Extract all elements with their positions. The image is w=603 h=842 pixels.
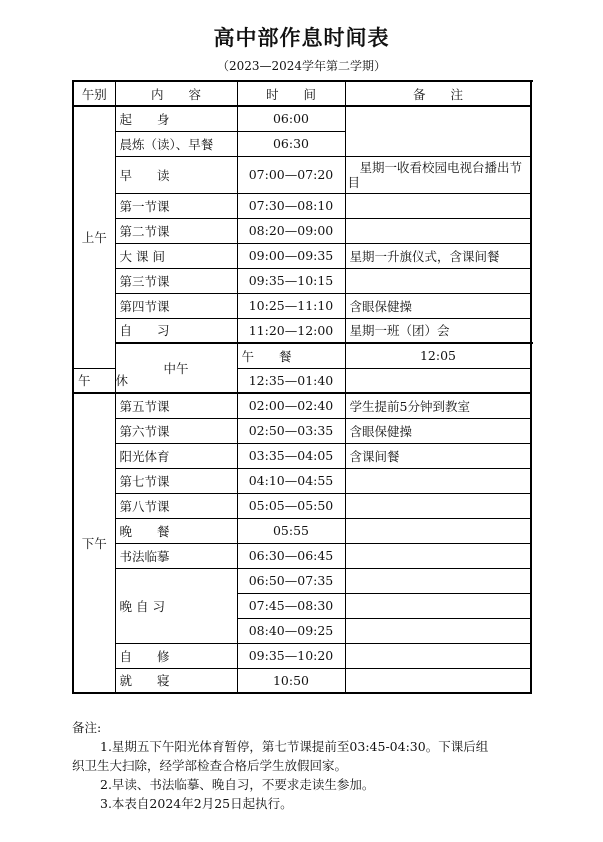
row-time: 12:05 xyxy=(345,343,531,368)
row-note xyxy=(345,643,531,668)
row-time: 08:40—09:25 xyxy=(237,618,345,643)
row-note xyxy=(345,468,531,493)
row-note: 含课间餐 xyxy=(345,443,531,468)
row-content: 自 修 xyxy=(115,643,237,668)
row-time: 07:30—08:10 xyxy=(237,193,345,218)
row-note xyxy=(345,518,531,543)
row-note xyxy=(345,193,531,218)
row-content: 大 课 间 xyxy=(115,243,237,268)
table-row xyxy=(73,443,531,468)
row-note xyxy=(345,568,531,593)
table-row xyxy=(73,568,531,593)
row-note: 含眼保健操 xyxy=(345,418,531,443)
page-title: 高中部作息时间表 xyxy=(213,25,390,50)
row-note xyxy=(345,268,531,293)
table-header-row xyxy=(73,81,531,106)
row-time: 09:35—10:15 xyxy=(237,268,345,293)
row-time: 12:35—01:40 xyxy=(237,368,345,393)
row-time: 07:00—07:20 xyxy=(237,156,345,193)
row-content: 书法临摹 xyxy=(115,543,237,568)
table-row xyxy=(73,318,531,343)
table-row xyxy=(73,293,531,318)
notes-section xyxy=(72,718,532,813)
page-subtitle: （2023—2024学年第二学期） xyxy=(216,59,387,73)
row-note: 星期一收看校园电视台播出节目 xyxy=(345,156,531,193)
row-content: 第五节课 xyxy=(115,393,237,418)
note-item-2: 2.早读、书法临摹、晚自习，不要求走读生参加。 xyxy=(100,777,375,792)
period-noon: 中午 xyxy=(115,343,237,393)
row-note xyxy=(345,593,531,618)
row-note: 学生提前5分钟到教室 xyxy=(345,393,531,418)
notes-heading: 备注: xyxy=(72,720,102,735)
table-row xyxy=(73,543,531,568)
row-content: 第二节课 xyxy=(115,218,237,243)
table-row xyxy=(73,243,531,268)
table-row xyxy=(73,493,531,518)
row-note: 星期一班（团）会 xyxy=(345,318,531,343)
row-content: 第六节课 xyxy=(115,418,237,443)
row-content: 早 读 xyxy=(115,156,237,193)
row-content: 自 习 xyxy=(115,318,237,343)
row-content: 晚 餐 xyxy=(115,518,237,543)
row-time: 10:50 xyxy=(237,668,345,693)
row-note: 含眼保健操 xyxy=(345,293,531,318)
header-content: 内 容 xyxy=(115,81,237,106)
row-time: 02:50—03:35 xyxy=(237,418,345,443)
row-content: 就 寝 xyxy=(115,668,237,693)
period-afternoon: 下午 xyxy=(73,393,115,693)
schedule-table xyxy=(72,80,532,694)
row-content: 起 身 xyxy=(115,106,237,131)
row-time: 03:35—04:05 xyxy=(237,443,345,468)
row-content: 阳光体育 xyxy=(115,443,237,468)
table-row xyxy=(73,343,531,368)
row-note xyxy=(345,106,531,156)
header-period: 午别 xyxy=(73,81,115,106)
row-content: 午 休 xyxy=(73,368,115,393)
row-note xyxy=(345,668,531,693)
table-row xyxy=(73,193,531,218)
row-time: 02:00—02:40 xyxy=(237,393,345,418)
row-time: 07:45—08:30 xyxy=(237,593,345,618)
row-time: 09:35—10:20 xyxy=(237,643,345,668)
row-time: 04:10—04:55 xyxy=(237,468,345,493)
table-row xyxy=(73,418,531,443)
table-row xyxy=(73,668,531,693)
header-time: 时 间 xyxy=(237,81,345,106)
note-item-1: 1.星期五下午阳光体育暂停，第七节课提前至03:45-04:30。下课后组 xyxy=(100,739,489,754)
table-row xyxy=(73,268,531,293)
row-content: 第八节课 xyxy=(115,493,237,518)
row-note: 星期一升旗仪式，含课间餐 xyxy=(345,243,531,268)
table-row xyxy=(73,643,531,668)
row-time: 10:25—11:10 xyxy=(237,293,345,318)
row-note xyxy=(345,493,531,518)
table-row xyxy=(73,218,531,243)
table-row xyxy=(73,393,531,418)
row-time: 08:20—09:00 xyxy=(237,218,345,243)
row-time: 05:05—05:50 xyxy=(237,493,345,518)
table-row xyxy=(73,106,531,131)
note-item-1-cont: 织卫生大扫除，经学部检查合格后学生放假回家。 xyxy=(72,758,348,773)
note-item-3: 3.本表自2024年2月25日起执行。 xyxy=(100,796,293,811)
row-content: 晨炼（读）、早餐 xyxy=(115,131,237,156)
row-time: 06:30—06:45 xyxy=(237,543,345,568)
row-content: 第四节课 xyxy=(115,293,237,318)
table-row xyxy=(73,518,531,543)
row-note xyxy=(345,218,531,243)
row-note xyxy=(345,543,531,568)
row-time: 11:20—12:00 xyxy=(237,318,345,343)
row-content: 午 餐 xyxy=(237,343,345,368)
row-content: 第一节课 xyxy=(115,193,237,218)
table-row xyxy=(73,468,531,493)
row-time: 06:00 xyxy=(237,106,345,131)
row-content: 第三节课 xyxy=(115,268,237,293)
row-content: 第七节课 xyxy=(115,468,237,493)
row-note xyxy=(345,618,531,643)
row-time: 06:50—07:35 xyxy=(237,568,345,593)
row-content: 晚 自 习 xyxy=(115,568,237,643)
row-time: 06:30 xyxy=(237,131,345,156)
row-time: 09:00—09:35 xyxy=(237,243,345,268)
header-note: 备 注 xyxy=(345,81,531,106)
row-time: 05:55 xyxy=(237,518,345,543)
period-morning: 上午 xyxy=(73,106,115,368)
table-row xyxy=(73,156,531,193)
